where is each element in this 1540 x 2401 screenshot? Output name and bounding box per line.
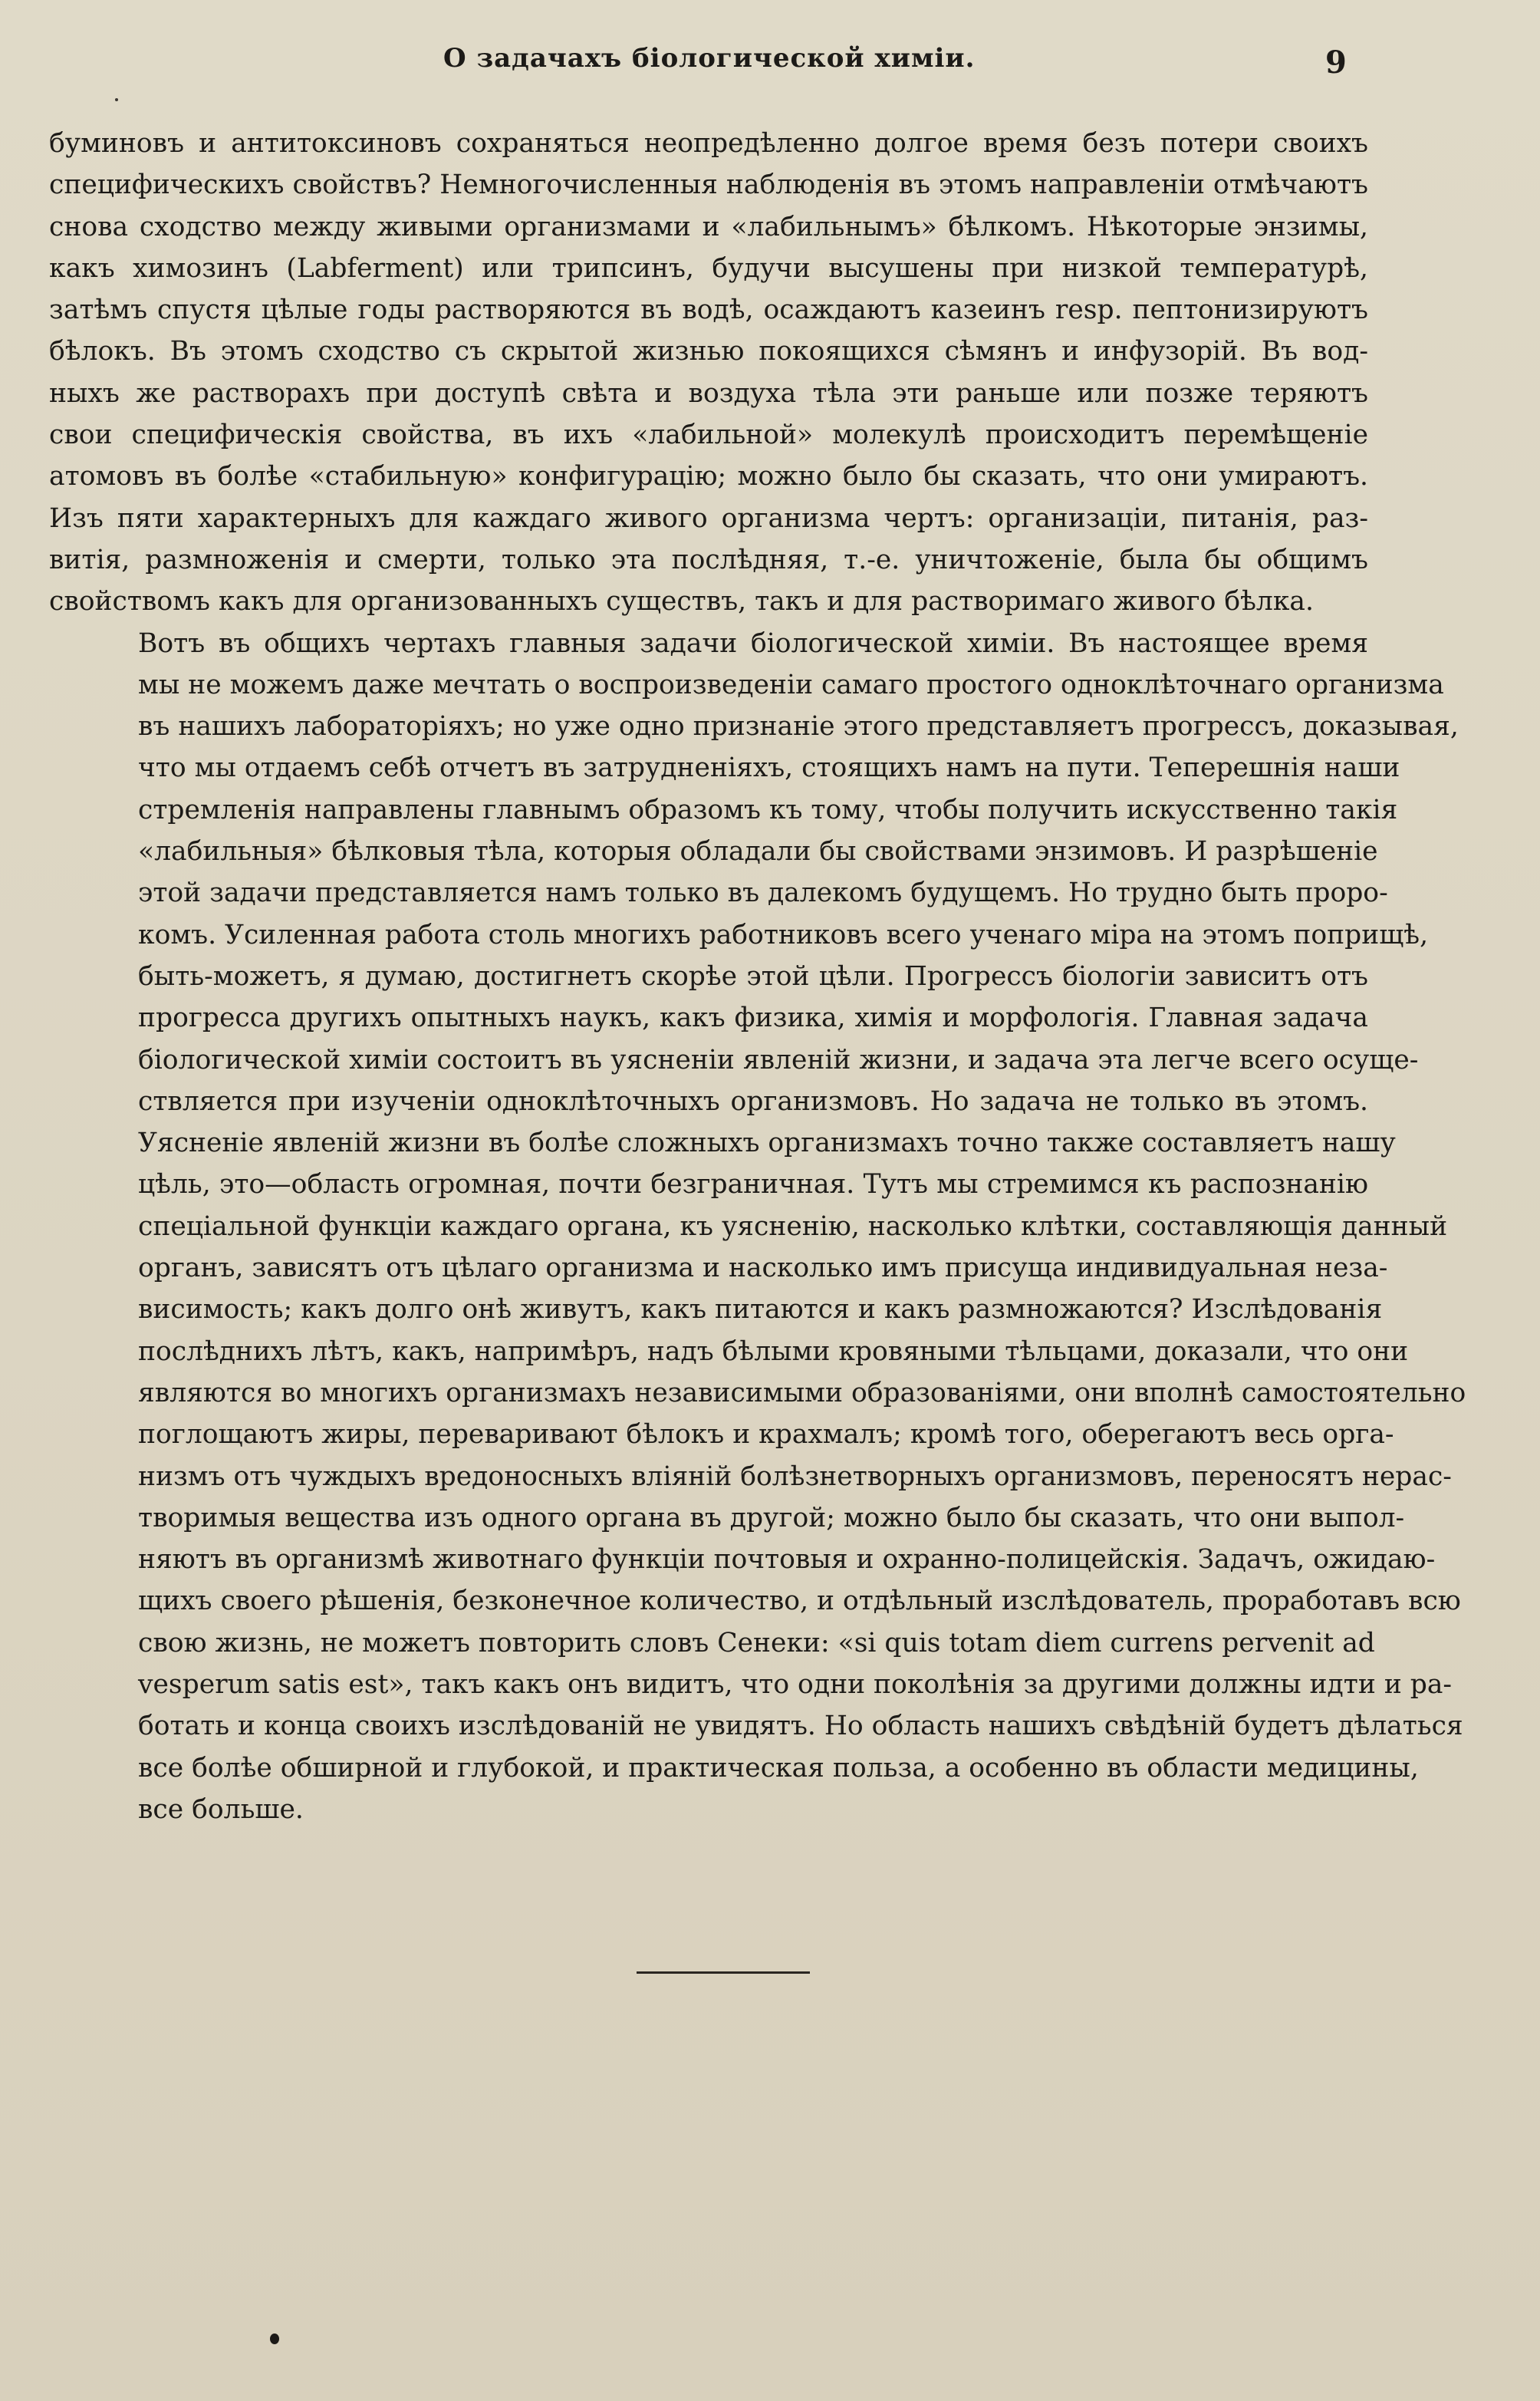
text-line: ботать и конца своихъ изслѣдованій не увидятъ. Но область нашихъ свѣдѣній будетъ дѣлаться [138,1711,1463,1742]
text-line: низмъ отъ чуждыхъ вредоносныхъ вліяній болѣзнетворныхъ организмовъ, переносятъ нерас- [138,1461,1452,1492]
text-line: свойствомъ какъ для организованныхъ существъ, такъ и для растворимаго живого бѣлка. [49,586,1314,618]
text-line: ныхъ же растворахъ при доступѣ свѣта и воздуха тѣла эти раньше или позже теряютъ [49,377,1368,409]
text-line: послѣднихъ лѣтъ, какъ, напримѣръ, надъ бѣлыми кровяными тѣльцами, доказали, что они [138,1336,1409,1367]
text-line: затѣмъ спустя цѣлые годы растворяются въ водѣ, осаждаютъ казеинъ resp. пептонизируютъ [49,295,1368,326]
running-title: О задачахъ біологической химіи. [443,43,976,74]
text-line: Изъ пяти характерныхъ для каждаго живого организма чертъ: организаціи, питанія, раз- [49,502,1368,534]
text-line: vesperum satis est», такъ какъ онъ видитъ, что одни поколѣнія за другими должны идти и ра- [138,1668,1453,1700]
text-line: въ нашихъ лабораторіяхъ; но уже одно признаніе этого представляетъ прогрессъ, доказывая, [138,711,1459,743]
paragraph-2 [49,623,1466,1831]
paragraph-1 [49,123,1368,623]
text-line: быть-можетъ, я думаю, достигнетъ скорѣе этой цѣли. Прогрессъ біологіи зависитъ отъ [138,960,1368,992]
text-line: цѣль, это—область огромная, почти безграничная. Тутъ мы стремимся къ распознанію [138,1169,1368,1200]
text-line: витія, размноженія и смерти, только эта послѣдняя, т.-е. уничтоженіе, была бы общимъ [49,544,1368,575]
text-line: «лабильныя» бѣлковыя тѣла, которыя обладали бы свойствами энзимовъ. И разрѣшеніе [138,836,1378,868]
body-text [49,123,1466,1830]
ink-speck [270,2333,279,2344]
text-line: мы не можемъ даже мечтать о воспроизведеніи самаго простого одноклѣточнаго организма [138,669,1444,700]
text-line: бѣлокъ. Въ этомъ сходство съ скрытой жизнью покоящихся сѣмянъ и инфузорій. Въ вод- [49,336,1368,367]
text-line: являются во многихъ организмахъ независимыми образованіями, они вполнѣ самостоятельно [138,1377,1466,1408]
text-line: няютъ въ организмѣ животнаго функціи почтовыя и охранно-полицейскія. Задачъ, ожидаю- [138,1544,1436,1576]
text-line: буминовъ и антитоксиновъ сохраняться неопредѣленно долгое время безъ потери своихъ [49,128,1368,159]
text-line: органъ, зависятъ отъ цѣлаго организма и насколько имъ присуща индивидуальная неза- [138,1253,1388,1284]
page-number: 9 [1325,44,1347,81]
text-line: какъ химозинъ (Labferment) или трипсинъ, будучи высушены при низкой температурѣ, [49,252,1368,284]
text-line: прогресса другихъ опытныхъ наукъ, какъ физика, химія и морфологія. Главная задача [138,1003,1368,1034]
print-speck [115,98,118,101]
text-line: Вотъ въ общихъ чертахъ главныя задачи біологической химіи. Въ настоящее время [138,627,1368,659]
text-line: все болѣе обширной и глубокой, и практическая польза, а особенно въ области медицины, [138,1752,1419,1783]
text-line: свою жизнь, не можетъ повторить словъ Сенеки: «si quis totam diem currens pervenit ad [138,1627,1375,1658]
text-line: Уясненіе явленій жизни въ болѣе сложныхъ организмахъ точно также составляетъ нашу [138,1128,1396,1159]
text-line: поглощаютъ жиры, переваривают бѣлокъ и крахмалъ; кромѣ того, оберегаютъ весь орга- [138,1419,1394,1451]
text-line: ствляется при изученіи одноклѣточныхъ организмовъ. Но задача не только въ этомъ. [138,1085,1368,1117]
text-line: свои специфическія свойства, въ ихъ «лабильной» молекулѣ происходитъ перемѣщеніе [49,420,1368,451]
text-line: стремленія направлены главнымъ образомъ къ тому, чтобы получить искусственно такія [138,794,1398,825]
text-line: все больше. [138,1793,304,1825]
text-line: спеціальной функціи каждаго органа, къ уясненію, насколько клѣтки, составляющія данный [138,1210,1448,1242]
closing-rule [637,1971,810,1974]
text-line: специфическихъ свойствъ? Немногочисленныя наблюденія въ этомъ направленіи отмѣчаютъ [49,170,1368,201]
text-line: снова сходство между живыми организмами и «лабильнымъ» бѣлкомъ. Нѣкоторые энзимы, [49,211,1368,242]
text-line: творимыя вещества изъ одного органа въ другой; можно было бы сказать, что они выпол- [138,1502,1405,1533]
text-line: висимость; какъ долго онѣ живутъ, какъ питаются и какъ размножаются? Изслѣдованія [138,1294,1383,1326]
text-line: атомовъ въ болѣе «стабильную» конфигурацію; можно было бы сказать, что они умираютъ. [49,461,1368,492]
text-line: комъ. Усиленная работа столь многихъ работниковъ всего ученаго міра на этомъ поприщѣ, [138,919,1429,950]
page-header [0,43,1540,89]
text-line: біологической химіи состоитъ въ уясненіи явленій жизни, и задача эта легче всего осуще- [138,1044,1419,1075]
text-line: щихъ своего рѣшенія, безконечное количество, и отдѣльный изслѣдователь, проработавъ всю [138,1586,1461,1617]
text-line: что мы отдаемъ себѣ отчетъ въ затрудненіяхъ, стоящихъ намъ на пути. Теперешнія наши [138,753,1400,784]
text-line: этой задачи представляется намъ только въ далекомъ будущемъ. Но трудно быть проро- [138,878,1388,909]
